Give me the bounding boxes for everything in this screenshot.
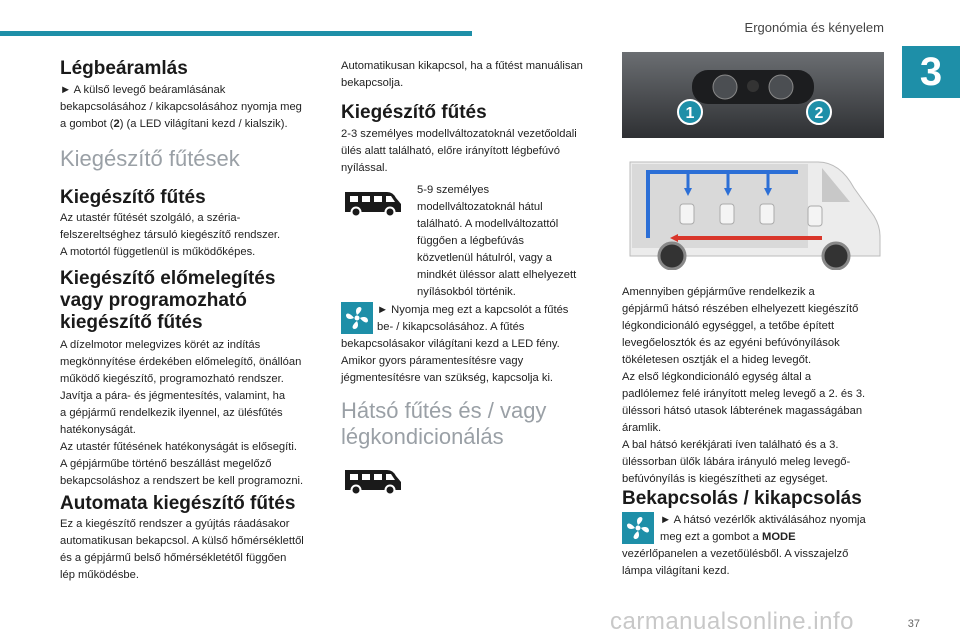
text-line: Az első légkondicionáló egység által a: [622, 371, 812, 383]
text-line: lámpa világítani kezd.: [622, 565, 730, 577]
heading-line: kiegészítő fűtés: [60, 312, 203, 333]
heading-bekapcsolas: Bekapcsolás / kikapcsolás: [622, 488, 862, 509]
text-line: befúvónyílás is kiegészítheti az egységet.: [622, 473, 828, 485]
paragraph-bekapcs-b: [622, 546, 890, 580]
header-rule: [0, 31, 472, 36]
text-line: Amikor gyors páramentesítésre vagy: [341, 355, 524, 367]
text-line: modellváltozatoknál hátul: [417, 201, 543, 213]
callout-1: 1: [685, 105, 695, 122]
text-line: mindkét üléssor alatt elhelyezett: [417, 269, 577, 281]
paragraph-vezetooldali: [341, 126, 606, 177]
text-line: nyílással.: [341, 162, 388, 174]
text-line: vezérlőpanelen a vezetőülésből. A visszajelző: [622, 548, 849, 560]
watermark: carmanualsonline.info: [610, 608, 854, 635]
callout-2: 2: [814, 105, 824, 122]
control-panel-photo: [622, 52, 884, 138]
fan-button-icon: [622, 512, 654, 544]
text-line: felszereltséghez társuló kiegészítő rendszer.: [60, 229, 281, 241]
heading-line: Kiegészítő előmelegítés: [60, 268, 276, 289]
text-span: ) (a LED világítani kezd / kialszik).: [119, 118, 288, 130]
page-number: 37: [907, 618, 920, 630]
paragraph-5-9-szemelyes: [417, 182, 607, 301]
text-line: található. A modellváltozattól: [417, 218, 559, 230]
mode-button-ref: MODE: [762, 531, 796, 543]
text-span: meg ezt a gombot a: [660, 531, 762, 543]
text-line: működő kiegészítő, programozható rendszer.: [60, 373, 284, 385]
paragraph-legbeaeramlas: [60, 82, 328, 133]
heading-kiegeszito-futesek: Kiegészítő fűtések: [60, 146, 240, 171]
text-line: bekapcsolásakor világítani kezd a LED fény.: [341, 338, 560, 350]
text-line: hatékonyságát.: [60, 424, 136, 436]
text-line: [660, 529, 890, 546]
text-line: [60, 116, 328, 133]
text-line: be- / kikapcsolásához. A fűtés: [377, 321, 525, 333]
text-line: levegőelosztók és az egyéni befúvónyílások: [622, 337, 840, 349]
text-line: Az utastér fűtését szolgáló, a széria-: [60, 212, 241, 224]
text-line: ► A hátsó vezérlők aktiválásához nyomja: [660, 514, 866, 526]
text-line: függően a légbefúvás: [417, 235, 524, 247]
text-line: Javítja a pára- és jégmentesítés, valamint, ha: [60, 390, 286, 402]
text-span: a gombot (: [60, 118, 114, 130]
text-line: Automatikusan kikapcsol, ha a fűtést manuálisan: [341, 60, 583, 72]
text-line: ► Nyomja meg ezt a kapcsolót a fűtés: [377, 304, 569, 316]
text-line: A motortól függetlenül is működőképes.: [60, 246, 256, 258]
text-line: és a gépjármű belső hőmérsékletétől függően: [60, 552, 287, 564]
text-line: ► A külső levegő beáramlásának: [60, 84, 226, 96]
paragraph-bekapcs-a: [660, 512, 890, 546]
text-line: megkönnyítése érdekében előmelegítő, önállóan: [60, 356, 302, 368]
paragraph-kiegeszito-futes: [60, 210, 328, 261]
heading-hatso-futes: [341, 398, 546, 450]
text-line: A dízelmotor melegvizes körét az indítás: [60, 339, 261, 351]
text-line: Ez a kiegészítő rendszer a gyújtás ráadásakor: [60, 518, 290, 530]
text-line: gépjármű hátsó részében elhelyezett kiegészítő: [622, 303, 859, 315]
text-line: bekapcsolja.: [341, 77, 404, 89]
heading-elomelegites: [60, 268, 275, 334]
text-line: bekapcsolásához / kikapcsolásához nyomja meg: [60, 101, 302, 113]
heading-line: vagy programozható: [60, 290, 247, 311]
paragraph-automata: [60, 516, 328, 584]
text-line: tökéletesen osztják el a hideg levegőt.: [622, 354, 812, 366]
heading-kiegeszito-futes: Kiegészítő fűtés: [60, 187, 206, 208]
heading-line: légkondicionálás: [341, 424, 504, 449]
text-line: Az utastér fűtésének hatékonyságát is elősegíti.: [60, 441, 297, 453]
text-line: nyílásokból történik.: [417, 286, 516, 298]
section-title: Ergonómia és kényelem: [744, 20, 884, 35]
text-line: lép működésbe.: [60, 569, 139, 581]
text-line: A bal hátsó kerékjárati íven található és a 3.: [622, 439, 839, 451]
text-line: közvetlenül hátulról, vagy a: [417, 252, 552, 264]
text-line: légkondicionáló egységgel, a tetőbe épített: [622, 320, 835, 332]
paragraph-hatso-legkondi: [622, 284, 890, 488]
text-line: padlólemez felé irányított meleg levegő a 2. és 3.: [622, 388, 866, 400]
chapter-number-tab: 3: [902, 46, 960, 98]
van-airflow-diagram: [622, 158, 884, 270]
text-line: 2-3 személyes modellváltozatoknál vezetőoldali: [341, 128, 577, 140]
fan-button-icon: [341, 302, 373, 334]
text-line: jégmentesítésre van szükség, kapcsolja ki.: [341, 372, 554, 384]
text-line: bekapcsoláshoz a rendszert be kell programozni.: [60, 475, 304, 487]
text-line: üléssorban ülők lábára irányuló meleg levegő-: [622, 456, 851, 468]
text-line: áramlik.: [622, 422, 662, 434]
text-line: a gépjármű rendelkezik ilyennel, az ülésfűtés: [60, 407, 283, 419]
heading-legbeaeramlas: Légbeáramlás: [60, 58, 188, 79]
paragraph-elomelegites: [60, 337, 328, 490]
text-line: 5-9 személyes: [417, 184, 490, 196]
button-ref-2: 2: [113, 118, 120, 130]
van-icon: [341, 464, 405, 496]
paragraph-nyomja-meg: [377, 302, 607, 336]
heading-line: Hátsó fűtés és / vagy: [341, 398, 547, 423]
paragraph-led: [341, 336, 606, 387]
van-icon: [341, 186, 405, 218]
text-line: ülés alatt található, előre irányított légbefúvó: [341, 145, 560, 157]
text-line: A gépjárműbe történő beszállást megelőző: [60, 458, 272, 470]
text-line: automatikusan bekapcsol. A külső hőmérséklettől: [60, 535, 304, 547]
text-line: üléssori hátsó utasok lábterének magasságában: [622, 405, 863, 417]
heading-automata: Automata kiegészítő fűtés: [60, 493, 296, 514]
paragraph-auto-off: [341, 58, 606, 92]
text-line: Amennyiben gépjárműve rendelkezik a: [622, 286, 815, 298]
heading-kiegeszito-futes-2: Kiegészítő fűtés: [341, 102, 487, 123]
